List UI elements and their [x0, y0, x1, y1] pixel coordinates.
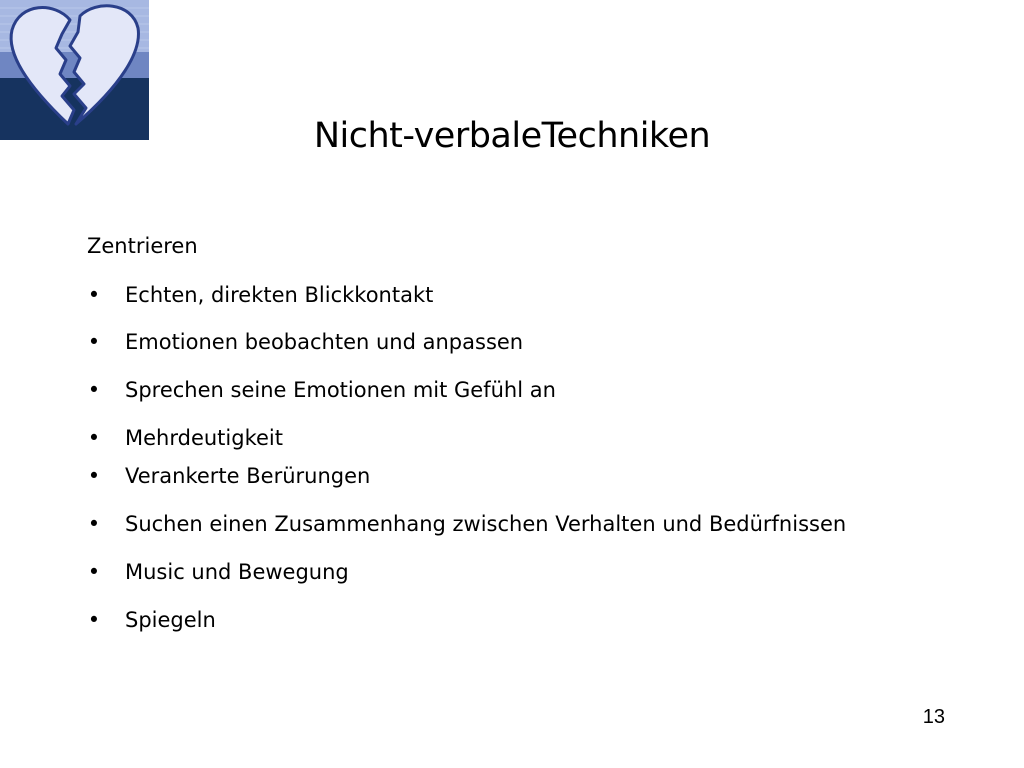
bullet-icon: • [87, 512, 101, 536]
list-item-text: Mehrdeutigkeit [125, 426, 283, 450]
list-item-text: Emotionen beobachten und anpassen [125, 330, 524, 354]
slide-title: Nicht-verbaleTechniken [313, 116, 711, 156]
list-item-text: Suchen einen Zusammenhang zwischen Verhalten und Bedürfnissen [125, 512, 847, 536]
list-item-text: Sprechen seine Emotionen mit Gefühl an [125, 378, 556, 402]
bullet-icon: • [87, 330, 101, 354]
bullet-icon: • [87, 283, 101, 307]
bullet-icon: • [87, 464, 101, 488]
list-item-text: Verankerte Berürungen [125, 464, 371, 488]
list-item-text: Music und Bewegung [125, 560, 349, 584]
page-number: 13 [922, 706, 945, 728]
bullet-icon: • [87, 560, 101, 584]
bullet-icon: • [87, 426, 101, 450]
section-subheading: Zentrieren [87, 234, 198, 258]
list-item-text: Echten, direkten Blickkontakt [125, 283, 434, 307]
bullet-icon: • [87, 608, 101, 632]
list-item-text: Spiegeln [125, 608, 216, 632]
bullet-icon: • [87, 378, 101, 402]
